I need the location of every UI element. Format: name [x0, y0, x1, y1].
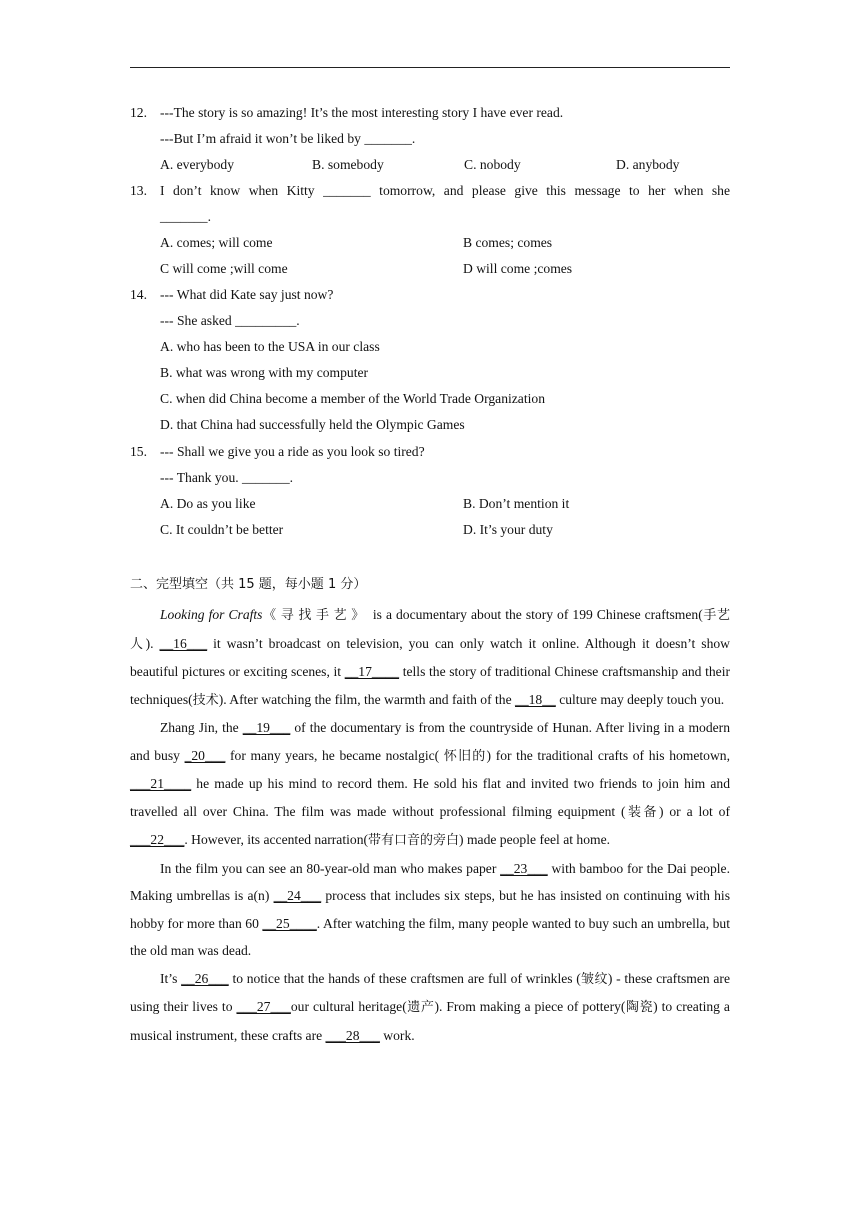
paragraph-3: In the film you can see an 80-year-old man who makes paper __23___ with bamboo for the Dai people. Making umbrellas is a(n) __24___ process that includes six steps, but he has insisted on continuing with his hobby for more than 60 __25____. After watching the film, many people wanted to buy such an umbrella, but the old man was dead.	[130, 860, 730, 958]
paragraph-4: It’s __26___ to notice that the hands of these craftsmen are full of wrinkles (皱纹) - these craftsmen are using their lives to ___27___our cultural heritage(遗产). From making a piece of pottery(陶瓷) to creating a musical instrument, these crafts are ___28___ work.	[130, 970, 730, 1043]
option-b: B. somebody	[312, 157, 384, 172]
blank-25: __25____	[262, 915, 317, 931]
question-number: 15.	[130, 444, 147, 459]
question-number: 14.	[130, 287, 147, 302]
option-a: A. who has been to the USA in our class	[160, 339, 380, 354]
option-d: D will come ;comes	[463, 261, 573, 276]
option-b: B. what was wrong with my computer	[160, 365, 369, 380]
blank-19: __19___	[242, 720, 291, 735]
blank-18: __18__	[515, 691, 556, 707]
option-c: C will come ;will come	[160, 261, 288, 276]
option-a: A. comes; will come	[160, 235, 273, 250]
blank-22: ___22___	[130, 832, 185, 847]
question-number: 13.	[130, 183, 147, 198]
option-d: D. It’s your duty	[463, 522, 553, 537]
option-a: A. Do as you like	[160, 496, 256, 511]
cloze-passage	[130, 601, 730, 1049]
option-a: A. everybody	[160, 157, 234, 172]
option-b: B. Don’t mention it	[463, 496, 570, 511]
blank-28: ___28___	[325, 1027, 380, 1043]
section-heading: 二、完型填空（共 15 题，每小题 1 分）	[130, 577, 367, 592]
option-d: D. anybody	[616, 157, 680, 172]
film-title-cn: 《寻找手艺》	[262, 608, 369, 623]
header-rule	[130, 67, 730, 68]
question-text: --- What did Kate say just now?	[160, 287, 334, 302]
paragraph-2: Zhang Jin, the __19___ of the documentary is from the countryside of Hunan. After living in a modern and busy _20___ for many years, he became nostalgic( 怀旧的) for the traditional crafts of his hometown, ___21____ he made up his mind to record them. He sold his flat and invited two friends to join him and travelled all over China. The film was made without professional filming equipment (装备) or a lot of ___22___. However, its accented narration(带有口音的旁白) made people feel at home.	[130, 720, 730, 848]
question-number: 12.	[130, 105, 147, 120]
option-d: D. that China had successfully held the Olympic Games	[160, 417, 465, 432]
blank-17: __17____	[344, 664, 400, 679]
question-text: ---But I’m afraid it won’t be liked by _______.	[160, 131, 416, 146]
blank-24: __24___	[273, 888, 322, 903]
blank-27: ___27___	[236, 999, 291, 1014]
paragraph-1: Looking for Crafts《寻找手艺》 is a documentary about the story of 199 Chinese craftsmen(手艺人). __16___ it wasn’t broadcast on television, you can only watch it online. Although it doesn’t show beautiful pictures or exciting scenes, it __17____ tells the story of traditional Chinese craftsmanship and their techniques(技术). After watching the film, the warmth and faith of the __18__ culture may deeply touch you.	[130, 607, 731, 708]
question-text: --- Shall we give you a ride as you look so tired?	[160, 444, 425, 459]
blank-26: __26___	[181, 970, 229, 986]
blank-23: __23___	[500, 860, 548, 876]
question-text: --- She asked _________.	[160, 313, 300, 328]
blank-20: _20___	[184, 747, 226, 763]
option-c: C. nobody	[464, 157, 521, 172]
option-c: C. It couldn’t be better	[160, 522, 284, 537]
blank-21: ___21____	[130, 776, 192, 791]
question-text: _______.	[160, 209, 211, 224]
question-text: I don’t know when Kitty _______ tomorrow, and please give this message to her when she	[160, 183, 730, 198]
question-text: ---The story is so amazing! It’s the most interesting story I have ever read.	[160, 105, 564, 120]
option-b: B comes; comes	[463, 235, 553, 250]
option-c: C. when did China become a member of the World Trade Organization	[160, 391, 545, 406]
film-title-en: Looking for Crafts	[160, 607, 263, 622]
blank-16: __16___	[159, 635, 208, 651]
question-text: --- Thank you. _______.	[160, 470, 294, 485]
